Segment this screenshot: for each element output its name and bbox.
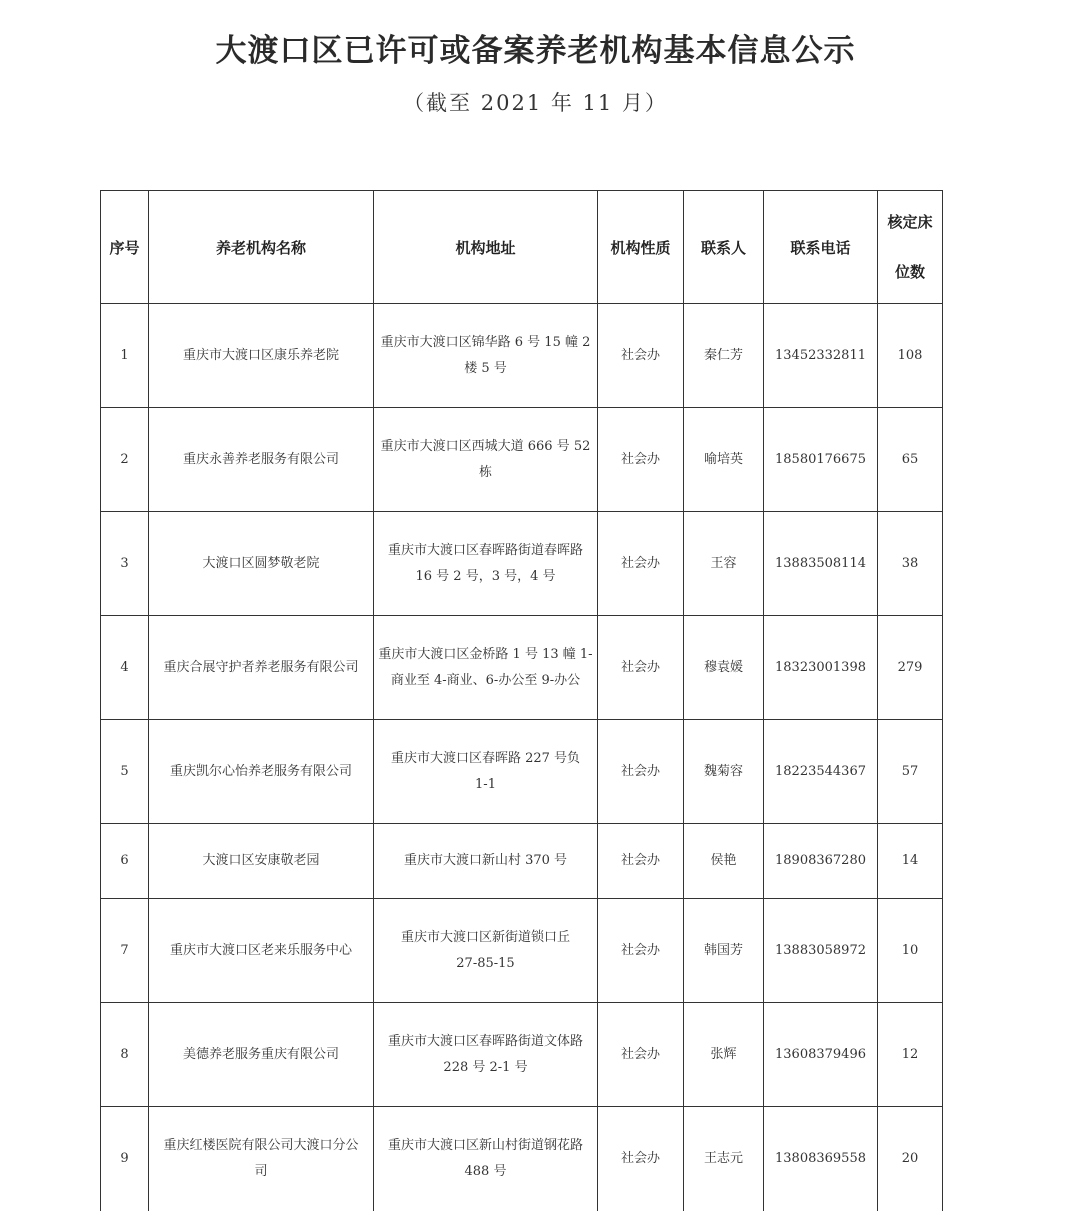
header-nature: 机构性质 — [598, 191, 684, 304]
cell-beds: 38 — [878, 512, 943, 616]
cell-nature: 社会办 — [598, 304, 684, 408]
cell-contact: 王志元 — [684, 1107, 764, 1212]
cell-no: 1 — [101, 304, 149, 408]
table-row — [101, 616, 943, 720]
address-line1: 重庆市大渡口区金桥路 1 号 13 幢 1- — [378, 646, 593, 662]
cell-phone: 18223544367 — [764, 720, 878, 824]
institutions-table — [100, 190, 943, 1211]
cell-address — [374, 616, 598, 720]
address-line1: 重庆市大渡口区新街道锁口丘 — [400, 929, 570, 945]
cell-phone: 13883508114 — [764, 512, 878, 616]
cell-address — [374, 899, 598, 1003]
address-line2: 16 号 2 号，3 号，4 号 — [415, 568, 556, 584]
page-title: 大渡口区已许可或备案养老机构基本信息公示 — [215, 33, 856, 69]
cell-name: 重庆市大渡口区老来乐服务中心 — [149, 899, 374, 1003]
cell-contact: 张辉 — [684, 1003, 764, 1107]
cell-no: 8 — [101, 1003, 149, 1107]
cell-beds: 57 — [878, 720, 943, 824]
table-row — [101, 512, 943, 616]
cell-address — [374, 408, 598, 512]
cell-phone: 18908367280 — [764, 824, 878, 899]
table-row — [101, 824, 943, 899]
table-header-row — [101, 191, 943, 304]
table-row — [101, 720, 943, 824]
table-row — [101, 1107, 943, 1212]
cell-name: 美德养老服务重庆有限公司 — [149, 1003, 374, 1107]
header-name: 养老机构名称 — [149, 191, 374, 304]
cell-name: 重庆合展守护者养老服务有限公司 — [149, 616, 374, 720]
cell-no: 6 — [101, 824, 149, 899]
cell-no: 5 — [101, 720, 149, 824]
cell-no: 7 — [101, 899, 149, 1003]
cell-contact: 秦仁芳 — [684, 304, 764, 408]
cell-beds: 108 — [878, 304, 943, 408]
cell-name: 重庆永善养老服务有限公司 — [149, 408, 374, 512]
name-line1: 重庆红楼医院有限公司大渡口分公 — [163, 1138, 359, 1153]
header-beds — [878, 191, 943, 304]
header-no: 序号 — [101, 191, 149, 304]
address-line1: 重庆市大渡口区春晖路街道春晖路 — [387, 542, 583, 558]
address-line2: 27-85-15 — [456, 955, 515, 971]
address-line2: 商业至 4-商业、6-办公至 9-办公 — [390, 672, 581, 688]
address-line1: 重庆市大渡口区锦华路 6 号 15 幢 2 — [380, 334, 591, 350]
cell-beds: 10 — [878, 899, 943, 1003]
cell-beds: 20 — [878, 1107, 943, 1212]
address-line2: 488 号 — [464, 1164, 507, 1179]
cell-address: 重庆市大渡口新山村 370 号 — [374, 824, 598, 899]
cell-beds: 14 — [878, 824, 943, 899]
cell-nature: 社会办 — [598, 824, 684, 899]
cell-address — [374, 304, 598, 408]
table-row — [101, 1003, 943, 1107]
header-phone: 联系电话 — [764, 191, 878, 304]
cell-nature: 社会办 — [598, 408, 684, 512]
cell-nature: 社会办 — [598, 720, 684, 824]
cell-name: 大渡口区圆梦敬老院 — [149, 512, 374, 616]
cell-address — [374, 512, 598, 616]
cell-contact: 王容 — [684, 512, 764, 616]
name-line2: 司 — [254, 1164, 268, 1179]
cell-name: 大渡口区安康敬老园 — [149, 824, 374, 899]
header-beds-line2: 位数 — [894, 263, 925, 281]
cell-contact: 魏菊容 — [684, 720, 764, 824]
cell-phone: 13883058972 — [764, 899, 878, 1003]
cell-contact: 喻培英 — [684, 408, 764, 512]
address-line2: 楼 5 号 — [464, 360, 507, 376]
address-line2: 1-1 — [475, 776, 496, 792]
cell-phone: 13452332811 — [764, 304, 878, 408]
cell-address — [374, 1003, 598, 1107]
cell-address — [374, 1107, 598, 1212]
cell-phone: 18323001398 — [764, 616, 878, 720]
cell-nature: 社会办 — [598, 616, 684, 720]
table-row — [101, 899, 943, 1003]
table-row — [101, 408, 943, 512]
address-line2: 栋 — [478, 464, 492, 480]
address-line1: 重庆市大渡口区春晖路 227 号负 — [390, 750, 581, 766]
page-subtitle: （截至 2021 年 11 月） — [403, 91, 668, 115]
header-address: 机构地址 — [374, 191, 598, 304]
cell-nature: 社会办 — [598, 512, 684, 616]
cell-contact: 侯艳 — [684, 824, 764, 899]
cell-name: 重庆市大渡口区康乐养老院 — [149, 304, 374, 408]
address-line1: 重庆市大渡口区春晖路街道文体路 — [387, 1033, 583, 1049]
cell-nature: 社会办 — [598, 1107, 684, 1212]
cell-nature: 社会办 — [598, 1003, 684, 1107]
cell-address — [374, 720, 598, 824]
header-contact: 联系人 — [684, 191, 764, 304]
cell-beds: 65 — [878, 408, 943, 512]
cell-no: 9 — [101, 1107, 149, 1212]
cell-no: 3 — [101, 512, 149, 616]
cell-phone: 13808369558 — [764, 1107, 878, 1212]
cell-beds: 279 — [878, 616, 943, 720]
address-line2: 228 号 2-1 号 — [443, 1059, 528, 1075]
cell-contact: 穆袁媛 — [684, 616, 764, 720]
cell-name: 重庆凯尔心怡养老服务有限公司 — [149, 720, 374, 824]
cell-no: 4 — [101, 616, 149, 720]
header-beds-line1: 核定床 — [887, 213, 933, 231]
cell-nature: 社会办 — [598, 899, 684, 1003]
cell-contact: 韩国芳 — [684, 899, 764, 1003]
address-line1: 重庆市大渡口区新山村街道钢花路 — [387, 1138, 583, 1153]
table-row — [101, 304, 943, 408]
cell-beds: 12 — [878, 1003, 943, 1107]
address-line1: 重庆市大渡口区西城大道 666 号 52 — [380, 438, 591, 454]
cell-phone: 18580176675 — [764, 408, 878, 512]
cell-phone: 13608379496 — [764, 1003, 878, 1107]
cell-no: 2 — [101, 408, 149, 512]
cell-name — [149, 1107, 374, 1212]
